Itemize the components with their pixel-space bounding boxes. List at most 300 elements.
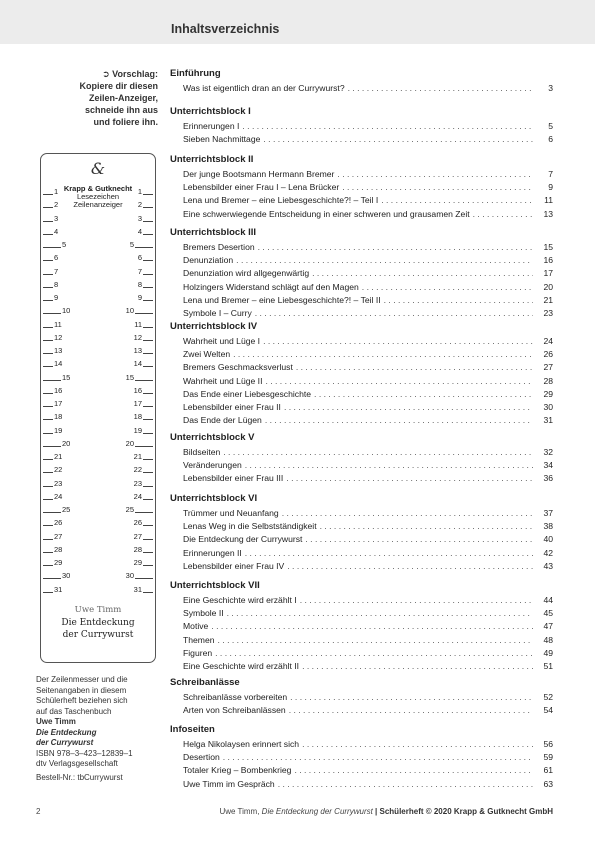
- toc-entry-page: 63: [543, 778, 553, 789]
- ruler-number: 5: [129, 240, 134, 249]
- ruler-tick: [43, 499, 53, 500]
- brand-name: Krapp & Gutknecht: [63, 184, 133, 193]
- ruler-marker-right: [97, 373, 155, 382]
- toc-entry: [183, 594, 553, 607]
- toc-entry-page: 51: [543, 661, 553, 671]
- dot-leader: [223, 446, 533, 459]
- toc-entry: [183, 281, 553, 294]
- ruler-marker-right: [97, 227, 155, 236]
- footer-credit: [219, 807, 553, 816]
- ruler-tick: [43, 512, 61, 513]
- ruler-number: 14: [133, 359, 142, 369]
- ruler-marker-left: [41, 585, 99, 594]
- dot-leader: [287, 560, 533, 573]
- dot-leader: [342, 181, 533, 194]
- dot-leader: [320, 520, 533, 533]
- toc-entry: [183, 208, 553, 221]
- toc-entry-title: Bremers Desertion: [183, 242, 255, 252]
- ruler-number: 16: [54, 385, 63, 395]
- ruler-marker-right: [97, 359, 155, 368]
- ruler-tick: [143, 340, 153, 341]
- toc-entry: [183, 459, 553, 472]
- ruler-tick: [43, 525, 53, 526]
- toc-entry-title: Helga Nikolaysen erinnert sich: [183, 739, 300, 749]
- suggestion-label: Vorschlag:: [112, 69, 158, 79]
- toc-entry: [183, 361, 553, 374]
- dot-leader: [286, 472, 533, 485]
- toc-entry: [183, 414, 553, 427]
- ruler-tick: [43, 234, 53, 235]
- toc-entry: [183, 388, 553, 401]
- toc-entry-title: Der junge Bootsmann Hermann Bremer: [183, 169, 335, 179]
- toc-entry-page: 16: [543, 255, 553, 266]
- ruler-number: 27: [133, 531, 142, 541]
- toc-entry-page: 21: [543, 294, 553, 305]
- ruler-marker-right: [97, 267, 155, 276]
- toc-entry-title: Das Ende der Lügen: [183, 415, 262, 426]
- ruler-marker-right: [97, 439, 155, 448]
- ruler-number: 2: [54, 200, 59, 210]
- dot-leader: [314, 388, 533, 401]
- toc-entry-page: 61: [543, 765, 553, 776]
- ruler-marker-right: [97, 479, 155, 488]
- toc-entry-title: Uwe Timm im Gespräch: [183, 778, 275, 789]
- toc-entry-title: Lena und Bremer – eine Liebesgeschichte?! – Teil I: [183, 195, 379, 206]
- ruler-marker-left: [41, 571, 99, 580]
- dot-leader: [265, 375, 533, 388]
- note-publisher: dtv Verlagsgesellschaft: [36, 759, 118, 768]
- toc-entry-title: Wahrheit und Lüge I: [183, 336, 261, 346]
- page-title: Inhaltsverzeichnis: [171, 22, 280, 36]
- ruler-tick: [43, 472, 53, 473]
- toc-entry-title: Zwei Welten: [183, 349, 231, 360]
- ruler-number: 29: [54, 558, 63, 567]
- line-ruler-bookmark: [40, 153, 156, 663]
- toc-entry-title: Symbole II: [183, 608, 224, 619]
- dot-leader: [211, 620, 533, 633]
- suggestion-line: schneide ihn aus: [84, 105, 158, 115]
- toc-entry: [183, 294, 553, 307]
- ruler-tick: [43, 287, 53, 288]
- ruler-tick: [43, 194, 53, 195]
- ampersand-logo-icon: &: [90, 159, 106, 178]
- toc-entry-title: Bremers Geschmacksverlust: [183, 362, 293, 373]
- ruler-number: 2: [137, 200, 142, 210]
- note-line: Der Zeilenmesser und die: [36, 675, 128, 684]
- dot-leader: [218, 634, 533, 647]
- ruler-tick: [143, 393, 153, 394]
- ruler-number: 18: [133, 412, 142, 422]
- note-order-number: Bestell-Nr.: tbCurrywurst: [36, 772, 123, 782]
- toc-entry-page: 23: [543, 308, 553, 318]
- ruler-number: 21: [54, 452, 63, 461]
- toc-entry-page: 30: [543, 402, 553, 412]
- dot-leader: [296, 361, 533, 374]
- ruler-number: 22: [133, 465, 142, 475]
- ruler-number: 5: [62, 240, 67, 249]
- toc-entry: [183, 375, 553, 388]
- section-heading: Infoseiten: [170, 724, 215, 735]
- toc-entry-page: 17: [543, 268, 553, 279]
- toc-entry: [183, 241, 553, 254]
- ruler-tick: [43, 592, 53, 593]
- toc-entry-page: 7: [548, 169, 553, 179]
- ruler-book-title: [41, 618, 155, 641]
- toc-entry-title: Eine schwerwiegende Entscheidung in einer schweren und grausamen Zeit: [183, 208, 470, 219]
- ruler-tick: [143, 592, 153, 593]
- toc-entry: [183, 607, 553, 620]
- toc-entry-page: 48: [543, 634, 553, 645]
- dot-leader: [473, 208, 533, 221]
- toc-entry: [183, 82, 553, 95]
- ruler-number: 4: [54, 226, 59, 236]
- ruler-tick: [143, 194, 153, 195]
- toc-entry-page: 28: [543, 375, 553, 386]
- dot-leader: [290, 691, 533, 704]
- dot-leader: [223, 751, 533, 764]
- toc-entry: [183, 133, 553, 146]
- toc-entry-title: Lenas Weg in die Selbstständigkeit: [183, 521, 317, 532]
- section-heading: Unterrichtsblock VII: [170, 580, 260, 591]
- section-heading: Schreibanlässe: [170, 677, 240, 688]
- note-book-title: der Currywurst: [36, 738, 94, 747]
- toc-entry-title: Symbole I – Curry: [183, 308, 252, 318]
- ruler-marker-right: [97, 214, 155, 223]
- ruler-tick: [143, 221, 153, 222]
- ruler-marker-right: [97, 518, 155, 527]
- header-bar: [0, 0, 595, 44]
- ruler-marker-right: [97, 240, 155, 249]
- ruler-tick: [143, 525, 153, 526]
- toc-entry: [183, 764, 553, 777]
- ruler-number: 14: [54, 359, 63, 369]
- ruler-tick: [43, 366, 53, 367]
- toc-entry-title: Lebensbilder einer Frau II: [183, 402, 281, 412]
- footer-copyright: | Schülerheft © 2020 Krapp & Gutknecht GmbH: [372, 807, 553, 816]
- ruler-tick: [143, 486, 153, 487]
- ruler-marker-right: [97, 399, 155, 408]
- toc-entry: [183, 751, 553, 764]
- dot-leader: [300, 594, 533, 607]
- ruler-marker-right: [97, 386, 155, 395]
- ruler-marker-left: [41, 532, 99, 541]
- ruler-tick: [143, 260, 153, 261]
- ruler-marker-right: [97, 585, 155, 594]
- ruler-number: 10: [62, 306, 71, 316]
- dot-leader: [258, 241, 533, 254]
- ruler-marker-left: [41, 253, 99, 262]
- ruler-marker-left: [41, 359, 99, 368]
- dot-leader: [263, 133, 533, 146]
- toc-entry-title: Erinnerungen II: [183, 547, 242, 558]
- ruler-tick: [143, 366, 153, 367]
- ruler-number: 25: [125, 505, 134, 514]
- source-note: [36, 675, 160, 783]
- toc-entry-page: 32: [543, 447, 553, 457]
- dot-leader: [245, 459, 533, 472]
- ruler-number: 13: [54, 346, 63, 355]
- ruler-marker-right: [97, 346, 155, 355]
- ruler-marker-left: [41, 227, 99, 236]
- ruler-marker-left: [41, 518, 99, 527]
- toc-entry: [183, 507, 553, 520]
- ruler-tick: [135, 313, 153, 314]
- ruler-number: 11: [54, 319, 62, 329]
- note-author: Uwe Timm: [36, 717, 76, 726]
- ruler-tick: [143, 459, 153, 460]
- toc-entry: [183, 691, 553, 704]
- dot-leader: [263, 335, 533, 348]
- toc-entry-page: 43: [543, 560, 553, 571]
- note-line: Schülerheft beziehen sich: [36, 696, 128, 705]
- toc-entry: [183, 194, 553, 207]
- ruler-marker-right: [97, 293, 155, 302]
- ruler-tick: [43, 274, 53, 275]
- section-heading: Einführung: [170, 68, 221, 79]
- ruler-tick: [43, 247, 61, 248]
- toc-entry: [183, 647, 553, 660]
- ruler-number: 21: [133, 452, 142, 461]
- toc-entry-page: 24: [543, 336, 553, 346]
- toc-entry-page: 34: [543, 460, 553, 471]
- ruler-number: 22: [54, 465, 63, 475]
- ruler-tick: [143, 472, 153, 473]
- ruler-tick: [43, 565, 53, 566]
- dot-leader: [278, 778, 533, 791]
- ruler-marker-left: [41, 320, 99, 329]
- dot-leader: [362, 281, 533, 294]
- dot-leader: [265, 414, 533, 427]
- dot-leader: [215, 647, 533, 660]
- book-title-line: der Currywurst: [62, 629, 134, 640]
- toc-entry-title: Was ist eigentlich dran an der Currywurst?: [183, 83, 345, 93]
- ruler-number: 7: [54, 266, 59, 276]
- ruler-marker-left: [41, 465, 99, 474]
- ruler-marker-left: [41, 452, 99, 461]
- ruler-number: 9: [54, 293, 59, 302]
- ruler-number: 13: [133, 346, 142, 355]
- toc-entry-title: Eine Geschichte wird erzählt I: [183, 595, 297, 605]
- ruler-tick: [43, 459, 53, 460]
- toc-entry: [183, 335, 553, 348]
- ruler-tick: [135, 446, 153, 447]
- ruler-number: 17: [133, 399, 142, 408]
- toc-entry-page: 26: [543, 349, 553, 360]
- toc-entry-title: Themen: [183, 634, 215, 645]
- ruler-marker-right: [97, 545, 155, 554]
- toc-entry-page: 59: [543, 752, 553, 763]
- ruler-marker-right: [97, 412, 155, 421]
- ruler-number: 6: [137, 253, 142, 263]
- ruler-tick: [43, 313, 61, 314]
- ruler-marker-left: [41, 545, 99, 554]
- ruler-tick: [43, 353, 53, 354]
- ruler-number: 17: [54, 399, 63, 408]
- ruler-number: 16: [133, 385, 142, 395]
- ruler-number: 25: [62, 505, 71, 514]
- toc-entry: [183, 738, 553, 751]
- toc-entry: [183, 401, 553, 414]
- ruler-marker-right: [97, 426, 155, 435]
- ruler-marker-right: [97, 492, 155, 501]
- note-isbn: ISBN 978–3–423–12839–1: [36, 748, 133, 758]
- ruler-number: 31: [54, 584, 63, 594]
- ruler-tick: [43, 578, 61, 579]
- ruler-number: 26: [54, 518, 63, 528]
- ruler-tick: [43, 486, 53, 487]
- toc-entry-title: Lena und Bremer – eine Liebesgeschichte?! – Teil II: [183, 294, 381, 305]
- toc-entry-title: Figuren: [183, 647, 213, 658]
- toc-entry-page: 52: [543, 692, 553, 702]
- ruler-number: 6: [54, 253, 59, 263]
- dot-leader: [282, 507, 533, 520]
- ruler-number: 28: [133, 544, 142, 554]
- dot-leader: [294, 764, 533, 777]
- ruler-number: 1: [137, 187, 142, 196]
- ruler-marker-left: [41, 505, 99, 514]
- ruler-tick: [143, 274, 153, 275]
- ruler-marker-left: [41, 558, 99, 567]
- toc-entry-title: Denunziation wird allgegenwärtig: [183, 268, 310, 279]
- ruler-tick: [43, 380, 61, 381]
- ruler-number: 9: [137, 293, 142, 302]
- dot-leader: [302, 660, 533, 673]
- toc-entry-title: Veränderungen: [183, 460, 242, 471]
- dot-leader: [284, 401, 533, 414]
- dot-leader: [245, 547, 533, 560]
- ruler-marker-left: [41, 479, 99, 488]
- ruler-tick: [43, 539, 53, 540]
- toc-entry-page: 3: [548, 83, 553, 93]
- toc-entry-title: Bildseiten: [183, 447, 221, 457]
- ruler-tick: [43, 406, 53, 407]
- toc-entry-page: 31: [543, 415, 553, 426]
- toc-entry-page: 54: [543, 705, 553, 716]
- ruler-number: 3: [137, 213, 142, 223]
- section-heading: Unterrichtsblock III: [170, 227, 257, 238]
- ruler-marker-left: [41, 293, 99, 302]
- ruler-tick: [143, 327, 153, 328]
- ruler-number: 30: [125, 571, 134, 581]
- toc-entry: [183, 168, 553, 181]
- ruler-tick: [143, 234, 153, 235]
- toc-entry-title: Totaler Krieg – Bombenkrieg: [183, 765, 292, 776]
- arrow-right-icon: ➲: [102, 69, 110, 79]
- ruler-number: 24: [54, 491, 63, 501]
- ruler-marker-left: [41, 412, 99, 421]
- ruler-number: 8: [54, 279, 59, 289]
- section-heading: Unterrichtsblock V: [170, 432, 255, 443]
- brand-subtitle: Lesezeichen: [76, 192, 120, 201]
- ruler-number: 1: [54, 187, 59, 196]
- ruler-tick: [43, 221, 53, 222]
- dot-leader: [381, 194, 533, 207]
- ruler-marker-right: [97, 532, 155, 541]
- ruler-number: 29: [133, 558, 142, 567]
- ruler-number: 8: [137, 279, 142, 289]
- ruler-marker-right: [97, 558, 155, 567]
- ruler-marker-right: [97, 253, 155, 262]
- toc-entry: [183, 267, 553, 280]
- toc-entry: [183, 660, 553, 673]
- suggestion-box: [36, 68, 158, 128]
- ruler-marker-left: [41, 306, 99, 315]
- ruler-tick: [43, 300, 53, 301]
- ruler-number: 20: [62, 438, 71, 448]
- toc-entry-title: Die Entdeckung der Currywurst: [183, 534, 303, 545]
- ruler-number: 30: [62, 571, 71, 581]
- dot-leader: [312, 267, 533, 280]
- toc-entry: [183, 547, 553, 560]
- toc-entry: [183, 533, 553, 546]
- ruler-number: 15: [125, 372, 134, 382]
- dot-leader: [348, 82, 533, 95]
- ruler-marker-right: [97, 320, 155, 329]
- ruler-number: 26: [133, 518, 142, 528]
- toc-entry-page: 13: [543, 208, 553, 219]
- ruler-marker-right: [97, 465, 155, 474]
- ruler-marker-left: [41, 439, 99, 448]
- book-title-line: Die Entdeckung: [61, 618, 135, 628]
- toc-entry-title: Denunziation: [183, 255, 234, 266]
- ruler-marker-left: [41, 386, 99, 395]
- ruler-number: 24: [133, 491, 142, 501]
- ruler-tick: [143, 406, 153, 407]
- section-heading: Unterrichtsblock I: [170, 106, 251, 117]
- toc-entry: [183, 254, 553, 267]
- dot-leader: [337, 168, 533, 181]
- ruler-tick: [43, 419, 53, 420]
- brand-subtitle: Zeilenanzeiger: [73, 200, 123, 209]
- toc-entry-title: Sieben Nachmittage: [183, 134, 261, 145]
- toc-entry-page: 49: [543, 647, 553, 658]
- section-heading: Unterrichtsblock II: [170, 154, 254, 165]
- toc-entry-page: 56: [543, 739, 553, 749]
- toc-entry-title: Wahrheit und Lüge II: [183, 375, 263, 386]
- ruler-marker-left: [41, 280, 99, 289]
- ruler-number: 20: [125, 438, 134, 448]
- ruler-marker-left: [41, 200, 99, 209]
- ruler-number: 28: [54, 544, 63, 554]
- ruler-tick: [143, 287, 153, 288]
- page-number: 2: [36, 807, 41, 816]
- toc-entry: [183, 348, 553, 361]
- ruler-tick: [43, 260, 53, 261]
- toc-entry-title: Holzingers Widerstand schlägt auf den Magen: [183, 281, 359, 292]
- toc-entry: [183, 307, 553, 320]
- ruler-marker-left: [41, 346, 99, 355]
- ruler-tick: [43, 340, 53, 341]
- ruler-number: 18: [54, 412, 63, 422]
- toc-entry-page: 9: [548, 182, 553, 193]
- toc-entry: [183, 520, 553, 533]
- ruler-tick: [43, 207, 53, 208]
- ruler-tick: [135, 247, 153, 248]
- toc-entry-page: 27: [543, 362, 553, 373]
- toc-entry-page: 37: [543, 508, 553, 518]
- ruler-number: 19: [133, 425, 142, 435]
- toc-entry-page: 36: [543, 473, 553, 484]
- ruler-tick: [135, 380, 153, 381]
- ruler-tick: [143, 433, 153, 434]
- ruler-number: 15: [62, 372, 71, 382]
- toc-entry: [183, 620, 553, 633]
- ruler-number: 11: [134, 319, 142, 329]
- note-line: Seitenangaben in diesem: [36, 685, 127, 695]
- note-line: auf das Taschenbuch: [36, 706, 112, 716]
- toc-entry-title: Motive: [183, 621, 209, 632]
- ruler-number: 31: [133, 584, 142, 594]
